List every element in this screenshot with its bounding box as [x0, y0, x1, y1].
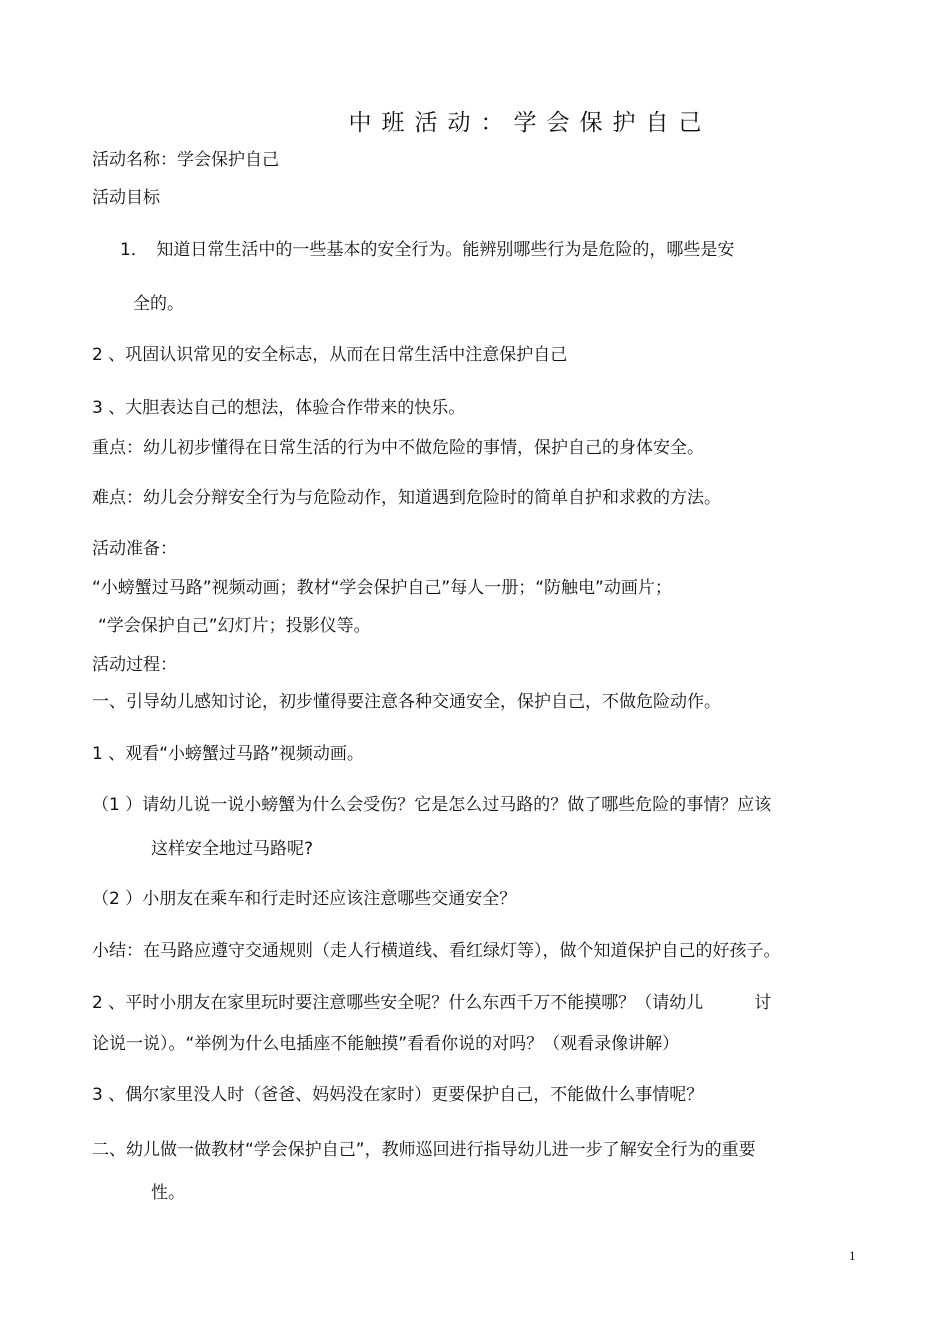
page-number: 1 [849, 1248, 856, 1263]
process-heading: 活动过程： [92, 655, 177, 675]
process-step-1-question-1-continuation: 这样安全地过马路呢? [151, 839, 314, 859]
difficulty-line: 难点：幼儿会分辩安全行为与危险动作，知道遇到危险时的简单自护和求救的方法。 [92, 488, 721, 508]
process-step-1-question-1: （1 ）请幼儿说一说小螃蟹为什么会受伤？它是怎么过马路的？做了哪些危险的事情？应该 [92, 795, 772, 815]
process-step-3: 3 、偶尔家里没人时（爸爸、妈妈没在家时）更要保护自己，不能做什么事情呢？ [92, 1085, 704, 1105]
key-point-line: 重点：幼儿初步懂得在日常生活的行为中不做危险的事情，保护自己的身体安全。 [92, 438, 704, 458]
process-section-1: 一、引导幼儿感知讨论，初步懂得要注意各种交通安全，保护自己，不做危险动作。 [92, 692, 721, 712]
process-step-1: 1 、观看“小螃蟹过马路”视频动画。 [92, 744, 364, 764]
preparation-heading: 活动准备： [92, 539, 177, 559]
process-step-2: 2 、平时小朋友在家里玩时要注意哪些安全呢？什么东西千万不能摸哪？（请幼儿 讨 [92, 993, 772, 1013]
process-step-2-continuation: 论说一说）。“举例为什么电插座不能触摸”看看你说的对吗？（观看录像讲解） [92, 1034, 680, 1054]
document-title: 中班活动：学会保护自己 [348, 110, 712, 136]
preparation-line-2: “学会保护自己”幻灯片；投影仪等。 [98, 616, 371, 636]
activity-name-line: 活动名称：学会保护自己 [92, 150, 279, 170]
preparation-line-1: “小螃蟹过马路”视频动画；教材“学会保护自己”每人一册；“防触电”动画片； [92, 578, 672, 598]
goal-1-line: 1． 知道日常生活中的一些基本的安全行为。能辨别哪些行为是危险的，哪些是安 [120, 240, 735, 260]
summary-line: 小结：在马路应遵守交通规则（走人行横道线、看红绿灯等），做个知道保护自己的好孩子。 [92, 941, 781, 961]
goal-2-line: 2 、巩固认识常见的安全标志，从而在日常生活中注意保护自己 [92, 345, 568, 365]
goal-3-line: 3 、大胆表达自己的想法，体验合作带来的快乐。 [92, 398, 466, 418]
process-step-1-question-2: （2 ）小朋友在乘车和行走时还应该注意哪些交通安全？ [92, 889, 517, 909]
goal-1-continuation: 全的。 [133, 294, 184, 314]
process-section-2-continuation: 性。 [151, 1183, 185, 1203]
goals-heading: 活动目标 [92, 188, 160, 208]
process-section-2: 二、幼儿做一做教材“学会保护自己”，教师巡回进行指导幼儿进一步了解安全行为的重要 [92, 1140, 756, 1160]
